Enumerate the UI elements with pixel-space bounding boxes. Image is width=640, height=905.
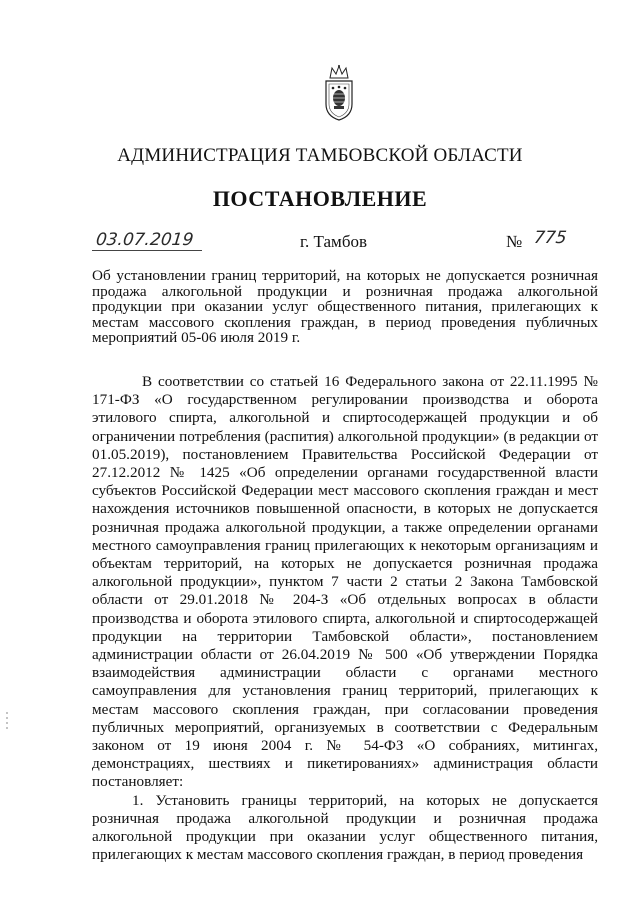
date-underline xyxy=(92,250,202,251)
document-title: Об установлении границ территорий, на которых не допускается розничная продажа алкогольной продукции и розничная продажа алкогольной продукции при оказании услуг общественного питания, прилегающих к местам массового скопления граждан, в период проведения публичных мероприятий 05-06 июля 2019 г. xyxy=(92,267,598,346)
preamble-paragraph: В соответствии со статьей 16 Федерального закона от 22.11.1995 № 171-ФЗ «О государственном регулировании производства и оборота этилового спирта, алкогольной и спиртосодержащей продукции и об ограничении потребления (распития) алкогольной продукции» (в редакции от 01.05.2019), постановлением Правительства Российской Федерации от 27.12.2012 № 1425 «Об определении органами государственной власти субъектов Российской Федерации мест массового скопления граждан и мест нахождения источников повышенной опасности, в которых не допускается розничная продажа алкогольной продукции, а также определении органами местного самоуправления границ прилегающих к некоторым организациям и объектам территорий, на которых не допускается розничная продажа алкогольной продукции», пунктом 7 части 2 статьи 2 Закона Тамбовской области от 29.01.2018 № 204-З «Об отдельных вопросах в области производства и оборота этилового спирта, алкогольной и спиртосодержащей продукции на территории Тамбовской области», постановлением администрации области от 26.04.2019 № 500 «Об утверждении Порядка взаимодействия администрации области с органами местного самоуправления для установления границ территорий, прилегающих к местам массового скопления граждан, при согласовании проведения публичных мероприятий, организуемых в соответствии с Федеральным законом от 19 июня 2004 г. № 54-ФЗ «О собраниях, митингах, демонстрациях, шествиях и пикетированиях» администрация области постановляет: xyxy=(92,373,598,791)
document-body xyxy=(92,373,598,864)
document-type-heading: ПОСТАНОВЛЕНИЕ xyxy=(212,186,428,211)
scan-margin-mark xyxy=(5,712,9,730)
document-number: 775 xyxy=(532,228,568,248)
document-number-label: № xyxy=(506,232,523,251)
document-date: 03.07.2019 xyxy=(94,230,195,250)
tambov-coat-of-arms-icon xyxy=(322,64,356,122)
document-city: г. Тамбов xyxy=(300,232,367,251)
resolution-item-1: 1. Установить границы территорий, на которых не допускается розничная продажа алкогольной продукции и розничная продажа алкогольной продукции при оказании услуг общественного питания, прилегающих к местам массового скопления граждан, в период проведения xyxy=(92,791,598,864)
organization-heading: АДМИНИСТРАЦИЯ ТАМБОВСКОЙ ОБЛАСТИ xyxy=(117,145,523,166)
